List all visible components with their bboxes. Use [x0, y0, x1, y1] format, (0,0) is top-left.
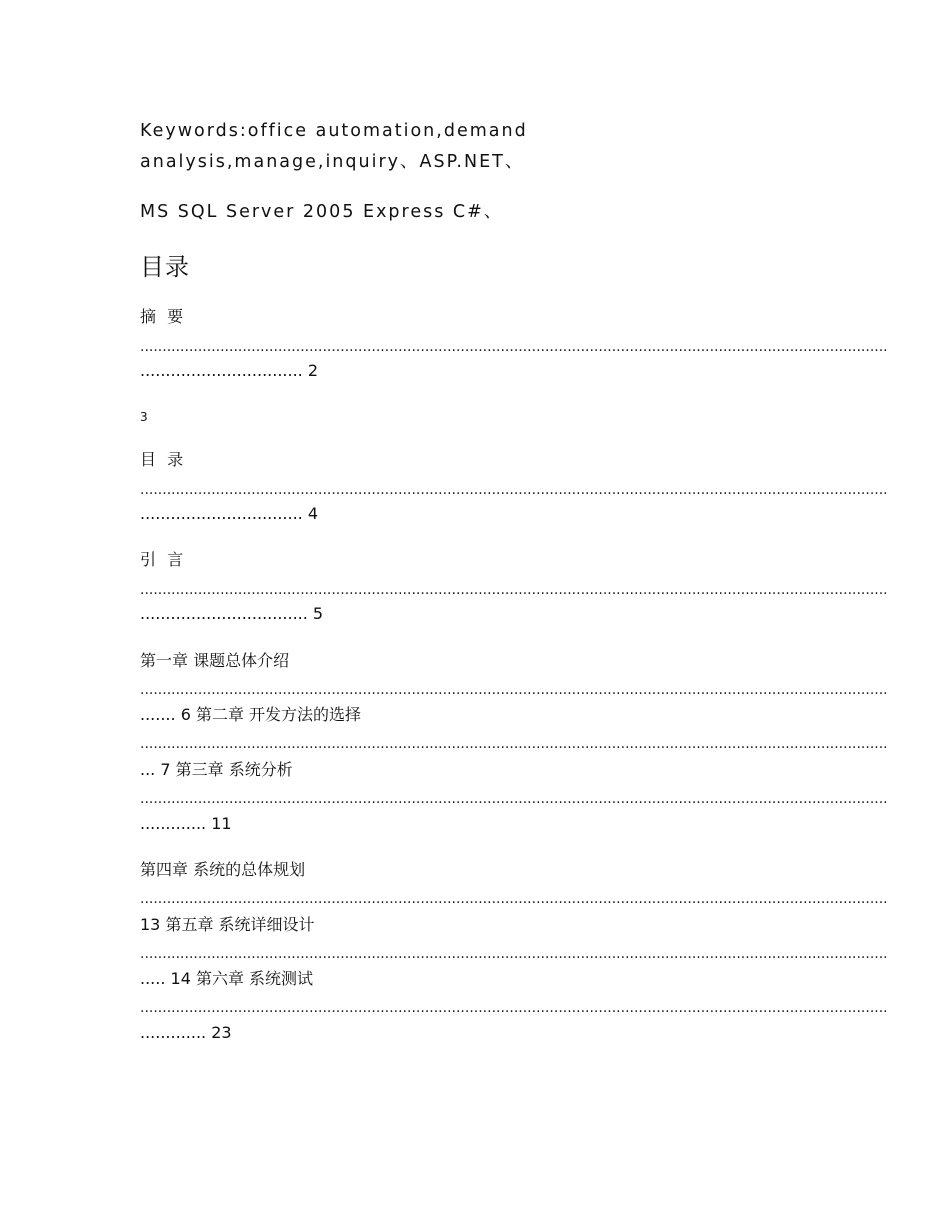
toc-entry-intro-page: ................................. 5 [140, 604, 324, 623]
toc-leader-dots: ........................................................................................................................................................................ [140, 891, 888, 907]
toc-leader-dots: ........................................................................................................................................................................ [140, 339, 888, 355]
toc-entry-chapter-6-page: ............. 23 [140, 1023, 232, 1042]
stray-page-number: 3 [140, 410, 148, 424]
toc-entry-chapter-2: ....... 6 第二章 开发方法的选择 [140, 705, 362, 724]
toc-leader-dots: ........................................................................................................................................................................ [140, 791, 888, 807]
toc-entry-chapter-6: ..... 14 第六章 系统测试 [140, 969, 314, 988]
toc-leader-dots: ........................................................................................................................................................................ [140, 682, 888, 698]
toc-leader-dots: ........................................................................................................................................................................ [140, 1000, 888, 1016]
toc-entry-contents-page: ................................ 4 [140, 504, 319, 523]
toc-leader-dots: ........................................................................................................................................................................ [140, 582, 888, 598]
keywords-line-1: Keywords:office automation,demand [140, 121, 528, 141]
toc-entry-chapter-1: 第一章 课题总体介绍 [140, 651, 290, 670]
toc-entry-chapter-3: ... 7 第三章 系统分析 [140, 760, 293, 779]
keywords-line-2: analysis,manage,inquiry、ASP.NET、 [140, 152, 525, 172]
toc-heading: 目录 [140, 253, 190, 281]
toc-entry-intro: 引 言 [140, 550, 187, 569]
keywords-line-3: MS SQL Server 2005 Express C#、 [140, 202, 504, 222]
toc-leader-dots: ........................................................................................................................................................................ [140, 946, 888, 962]
toc-entry-chapter-4: 第四章 系统的总体规划 [140, 860, 306, 879]
toc-entry-contents: 目 录 [140, 450, 187, 469]
toc-leader-dots: ........................................................................................................................................................................ [140, 482, 888, 498]
toc-entry-abstract-page: ................................ 2 [140, 361, 319, 380]
toc-leader-dots: ........................................................................................................................................................................ [140, 736, 888, 752]
toc-entry-abstract: 摘 要 [140, 307, 187, 326]
toc-entry-chapter-3-page: ............. 11 [140, 814, 232, 833]
toc-entry-chapter-5: 13 第五章 系统详细设计 [140, 915, 315, 934]
